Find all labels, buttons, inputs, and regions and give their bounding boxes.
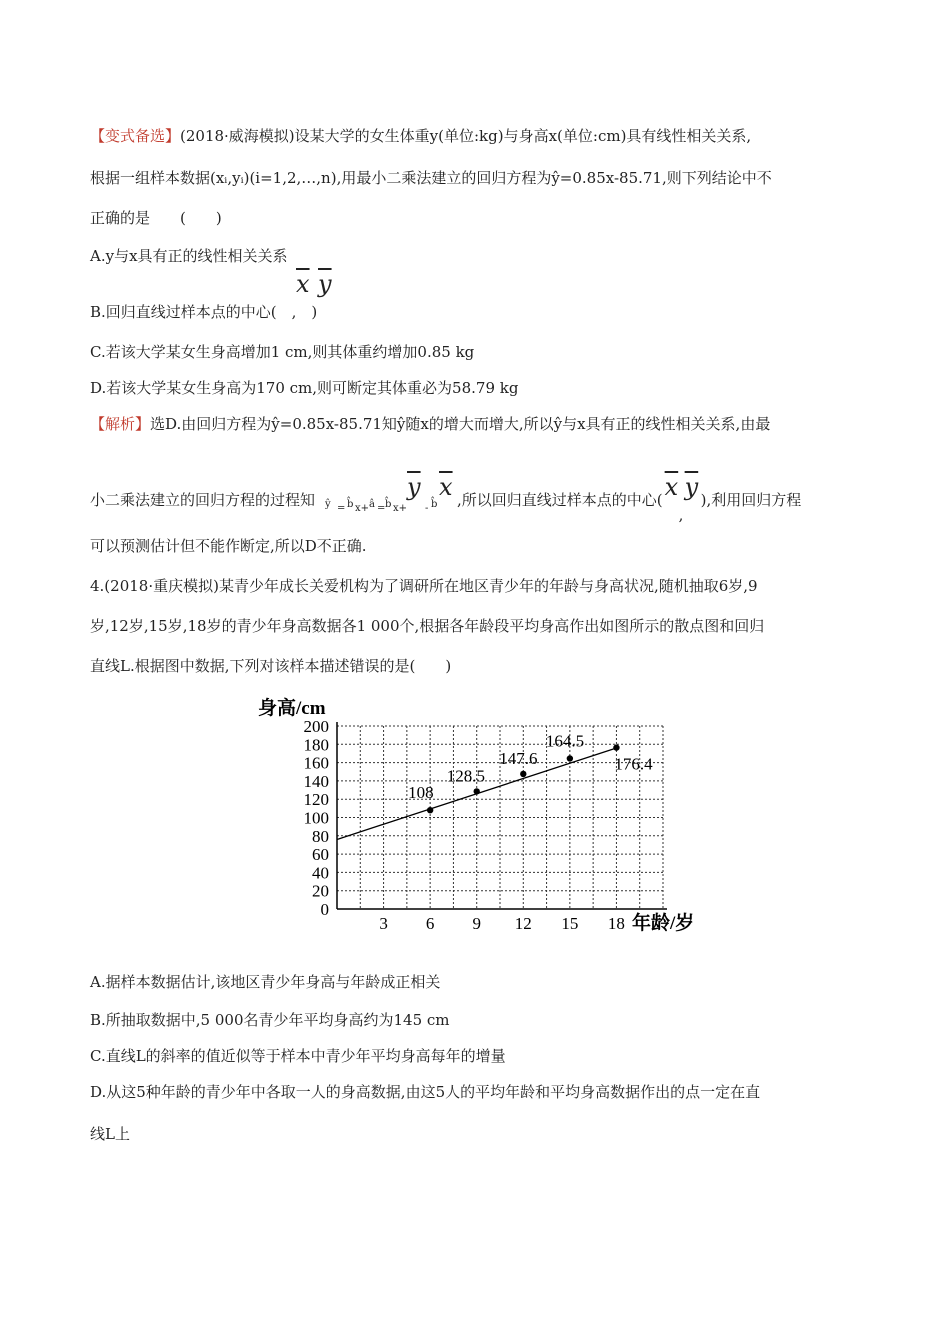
variant-option-a: A.y与x具有正的线性相关关系 bbox=[90, 247, 288, 265]
x-tick-label: 6 bbox=[425, 914, 435, 933]
scatter-chart bbox=[240, 690, 710, 940]
analysis-line-3: 可以预测估计但不能作断定,所以D不正确. bbox=[90, 537, 367, 555]
x-tick-label: 18 bbox=[607, 914, 625, 933]
y-tick-label: 200 bbox=[303, 717, 329, 736]
y-bar-symbol-2: $\overline{y}$ bbox=[407, 473, 421, 501]
variant-tag: 【变式备选】 bbox=[90, 127, 181, 145]
y-axis-label: 身高/cm bbox=[258, 698, 326, 719]
analysis-text-1: 选D.由回归方程为ŷ=0.85x-85.71知ŷ随x的增大而增大,所以ŷ与x具有正的线性相关关系,由最 bbox=[150, 415, 771, 433]
data-point bbox=[567, 755, 573, 761]
y-tick-label: 40 bbox=[312, 863, 329, 883]
analysis-tag: 【解析】 bbox=[90, 415, 151, 433]
q4-option-c: C.直线L的斜率的值近似等于样本中青少年平均身高每年的增量 bbox=[90, 1047, 506, 1065]
variant-option-d: D.若该大学某女生身高为170 cm,则可断定其体重必为58.79 kg bbox=[90, 379, 519, 397]
variant-line-1 bbox=[90, 126, 751, 146]
y-tick-label: 80 bbox=[312, 826, 329, 846]
x-bar-symbol-3: $\overline{x}$ bbox=[664, 473, 679, 501]
chart-marks bbox=[337, 731, 653, 839]
x-tick-label: 3 bbox=[379, 914, 388, 933]
data-label: 108 bbox=[408, 783, 434, 803]
analysis-text-2b: ,所以回归直线过样本点的中心( bbox=[457, 491, 663, 509]
x-tick-label: 15 bbox=[561, 914, 579, 933]
variant-option-b bbox=[90, 270, 332, 322]
variant-line-2: 根据一组样本数据(xᵢ,yᵢ)(i=1,2,…,n),用最小二乘法建立的回归方程为ŷ=0.85x-85.71,则下列结论中不 bbox=[90, 169, 772, 187]
data-label: 147.6 bbox=[499, 748, 538, 768]
q4-option-b: B.所抽取数据中,5 000名青少年平均身高约为145 cm bbox=[90, 1011, 450, 1029]
data-point bbox=[474, 788, 480, 794]
y-tick-label: 160 bbox=[303, 753, 329, 773]
y-bar-symbol-3: $\overline{y}$ bbox=[684, 473, 699, 501]
variant-text-1: (2018·威海模拟)设某大学的女生体重y(单位:kg)与身高x(单位:cm)具有线性相关关系, bbox=[180, 127, 752, 145]
variant-option-c: C.若该大学某女生身高增加1 cm,则其体重约增加0.85 kg bbox=[90, 343, 475, 361]
y-tick-label: 20 bbox=[312, 881, 329, 901]
q4-option-a: A.据样本数据估计,该地区青少年身高与年龄成正相关 bbox=[90, 973, 441, 991]
q4-option-d-2: 线L上 bbox=[90, 1125, 130, 1143]
analysis-line-2: 小二乘法建立的回归方程的过程知 ŷ = b̂ x+ â = b̂ x+ $\overline{y}$ - b̂ $\overline{x}$ ,所以回归直线过样本点的中心( $\overline{x}$ , $\overline{y}$ ),利用回归方程 bbox=[90, 473, 802, 524]
data-point bbox=[520, 771, 526, 777]
data-label: 164.5 bbox=[545, 731, 585, 751]
data-point bbox=[613, 744, 619, 750]
x-axis-label: 年龄/岁 bbox=[632, 913, 695, 934]
q4-line-1: 4.(2018·重庆模拟)某青少年成长关爱机构为了调研所在地区青少年的年龄与身高状况,随机抽取6岁,9 bbox=[90, 577, 758, 595]
q4-line-3: 直线L.根据图中数据,下列对该样本描述错误的是( ) bbox=[90, 657, 452, 675]
variant-option-b-text: B.回归直线过样本点的中心( , ) bbox=[90, 303, 318, 321]
analysis-text-2c: ),利用回归方程 bbox=[700, 491, 802, 509]
x-tick-label: 12 bbox=[514, 914, 532, 933]
y-tick-label: 0 bbox=[320, 900, 329, 919]
y-tick-label: 60 bbox=[312, 845, 329, 865]
q4-line-2: 岁,12岁,15岁,18岁的青少年身高数据各1 000个,根据各年龄段平均身高作出如图所示的散点图和回归 bbox=[90, 617, 765, 635]
data-label: 176.4 bbox=[614, 754, 653, 774]
y-bar-symbol: $\overline{y}$ bbox=[318, 270, 332, 298]
y-tick-label: 120 bbox=[303, 790, 329, 810]
y-tick-label: 140 bbox=[303, 771, 329, 791]
variant-line-3: 正确的是 ( ) bbox=[90, 209, 222, 227]
analysis-line-1 bbox=[90, 414, 770, 434]
x-bar-symbol: $\overline{x}$ bbox=[296, 270, 310, 298]
analysis-text-2a: 小二乘法建立的回归方程的过程知 bbox=[90, 491, 316, 509]
q4-option-d-1: D.从这5种年龄的青少年中各取一人的身高数据,由这5人的平均年龄和平均身高数据作出的点一定在直 bbox=[90, 1083, 761, 1101]
x-tick-label: 9 bbox=[472, 914, 481, 933]
x-bar-symbol-2: $\overline{x}$ bbox=[439, 473, 453, 501]
data-point bbox=[427, 807, 433, 813]
y-tick-label: 180 bbox=[303, 735, 329, 755]
data-label: 128.5 bbox=[446, 766, 485, 786]
y-tick-label: 100 bbox=[303, 808, 329, 828]
